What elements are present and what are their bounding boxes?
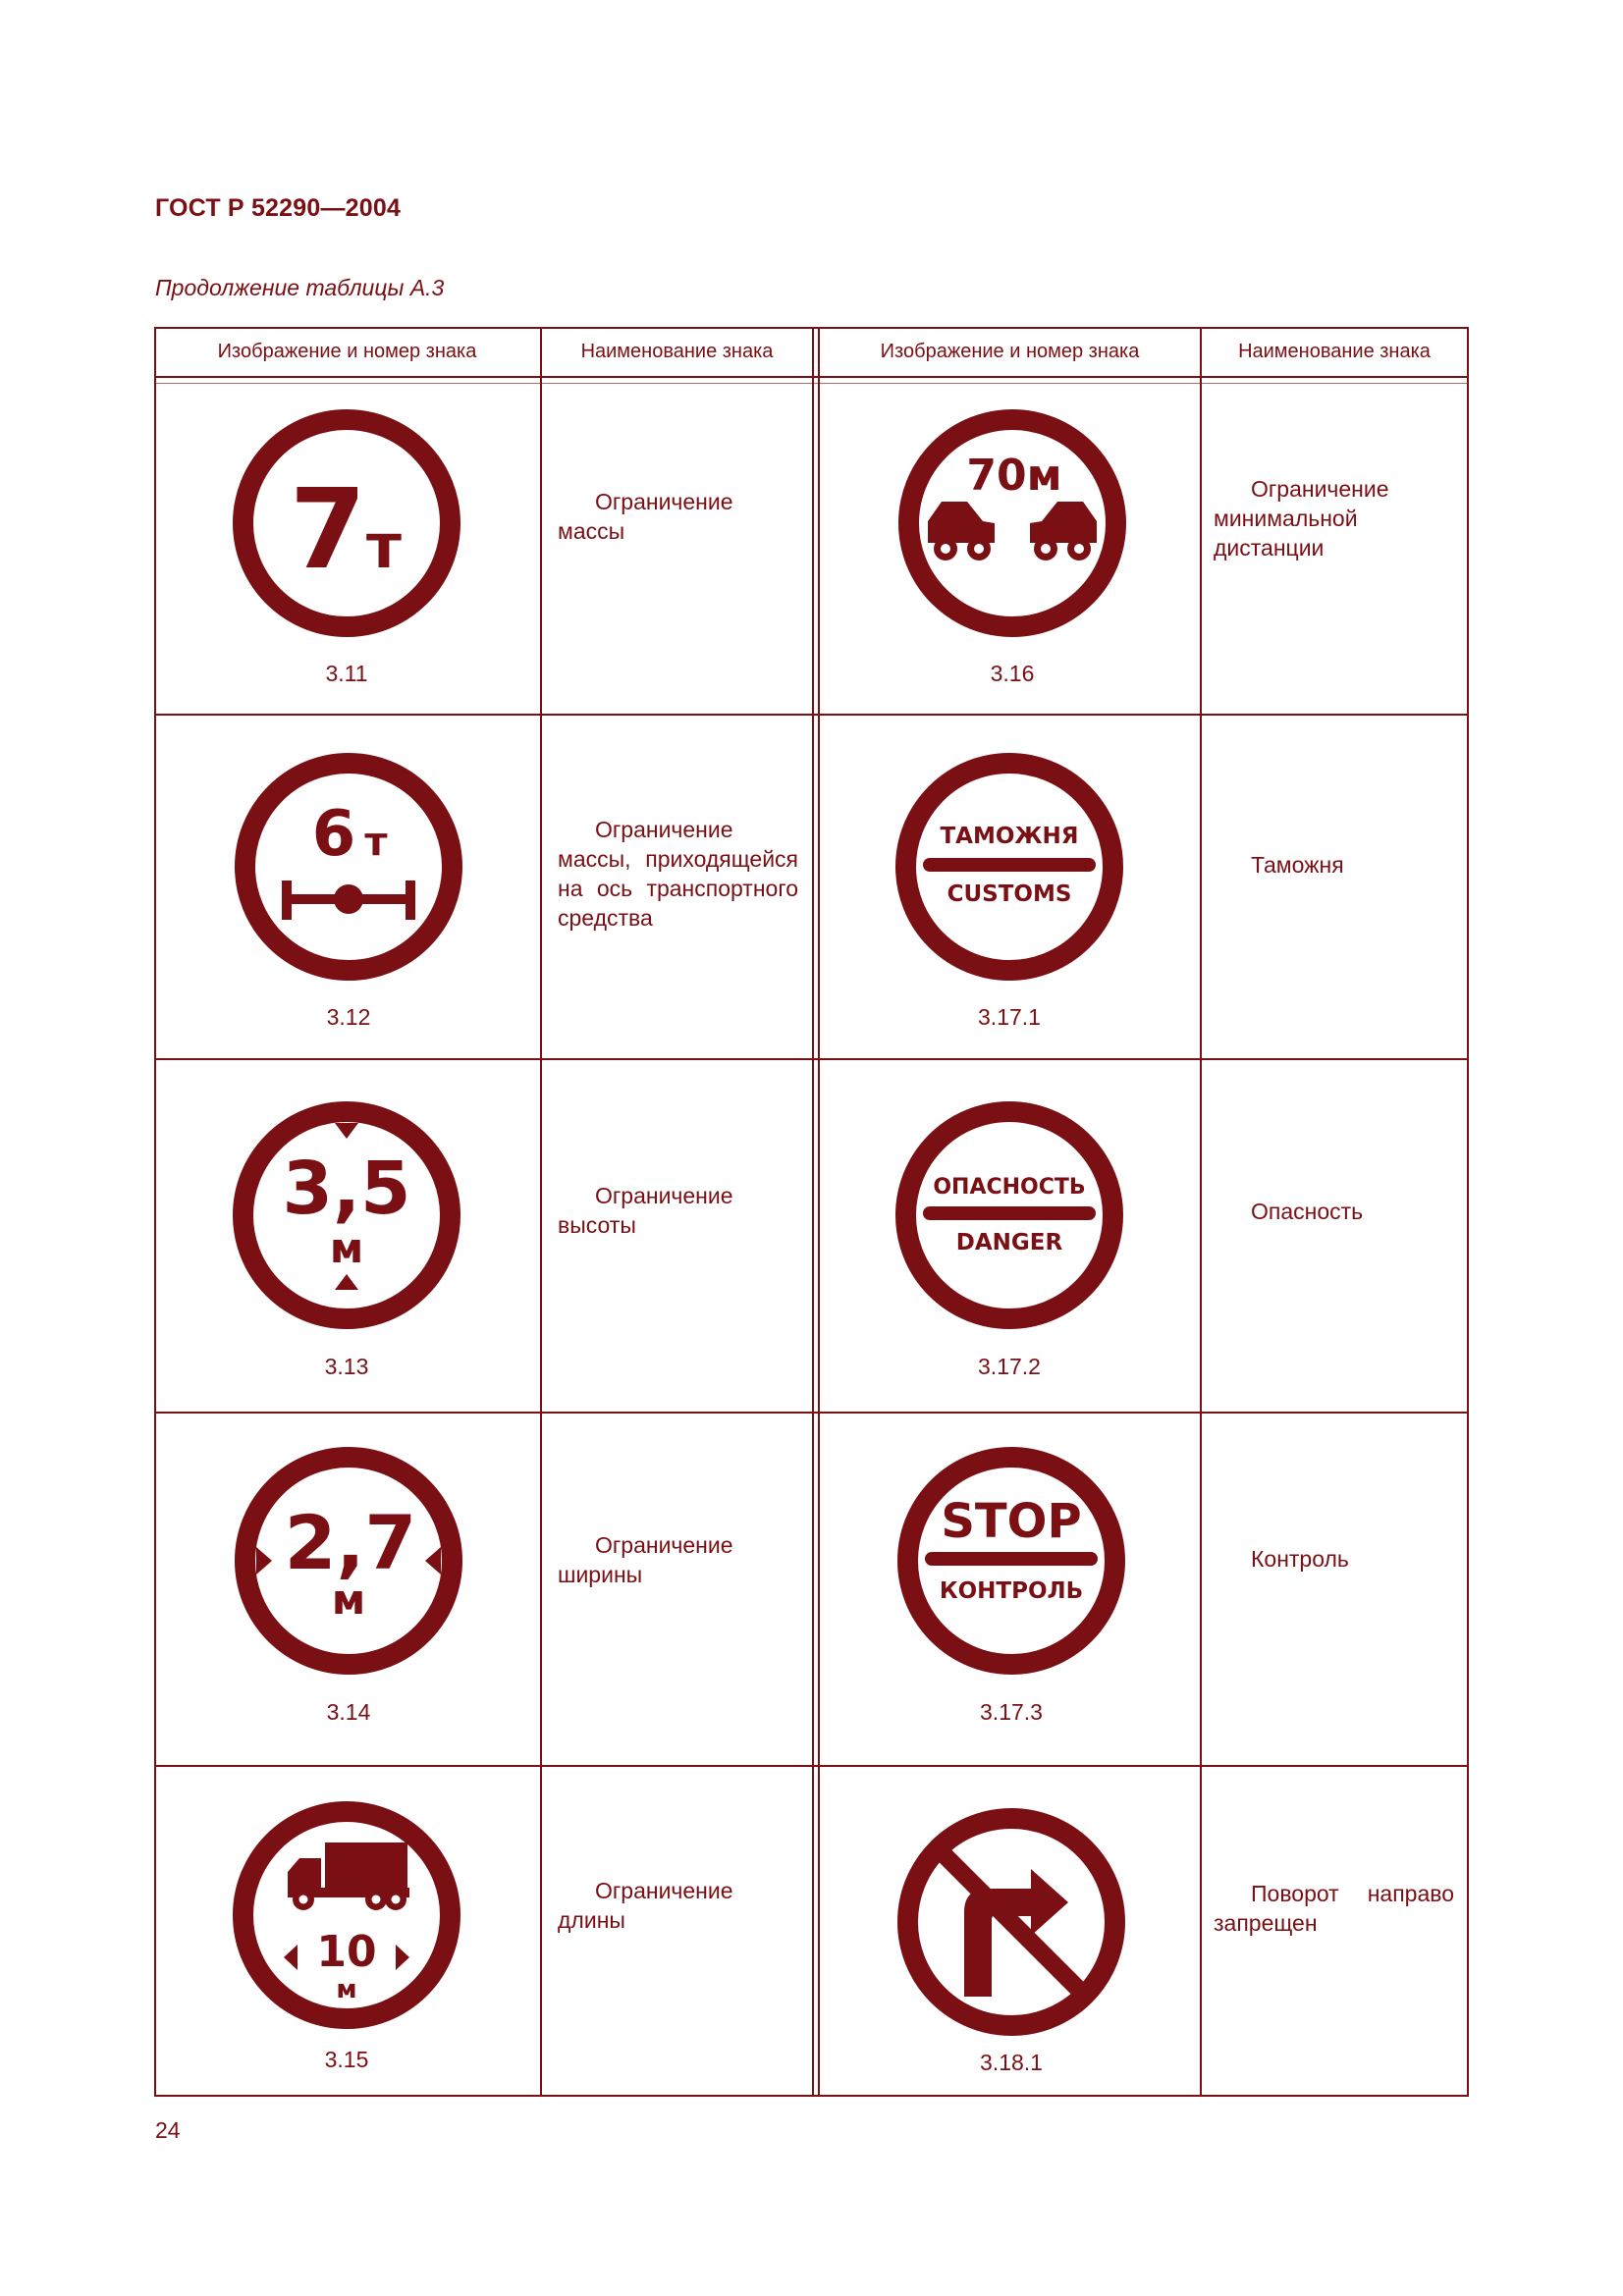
sign-name: Ограничение массы	[558, 489, 733, 544]
page-number: 24	[155, 2117, 181, 2143]
sign-3-17-3-bottom-text: КОНТРОЛЬ	[939, 1578, 1084, 1604]
sign-number: 3.15	[324, 2047, 369, 2072]
sign-3-17-2-bottom-text: DANGER	[955, 1230, 1063, 1255]
table-border-left	[154, 327, 156, 2097]
sign-name: Ограничение массы, приходящейся на ось транспортного средства	[558, 817, 798, 931]
sign-3-17-2-top-text: ОПАСНОСТЬ	[933, 1175, 1086, 1200]
sign-name: Ограничение высоты	[558, 1183, 733, 1238]
sign-number: 3.13	[324, 1354, 369, 1379]
sign-3-11-value: 7	[290, 466, 366, 594]
sign-name: Опасность	[1251, 1199, 1364, 1224]
sign-3-17-1-customs	[892, 749, 1127, 985]
sign-number: 3.12	[326, 1004, 371, 1030]
column-separator-double	[818, 327, 820, 2097]
sign-3-13-height-limit	[229, 1097, 464, 1333]
sign-table	[154, 327, 1469, 2097]
column-header-name-right: Наименование знака	[1238, 341, 1431, 362]
sign-name: Поворот направо запрещен	[1214, 1881, 1454, 1936]
sign-3-12-value: 6	[311, 798, 356, 871]
sign-name: Ограничение минимальной дистанции	[1214, 476, 1389, 561]
sign-name: Контроль	[1251, 1546, 1349, 1572]
column-header-image-left: Изображение и номер знака	[217, 341, 477, 362]
table-border-right	[1467, 327, 1469, 2097]
sign-number: 3.18.1	[980, 2050, 1043, 2075]
sign-3-17-3-control	[893, 1443, 1129, 1679]
sign-number: 3.14	[326, 1699, 371, 1725]
sign-3-11-unit: т	[366, 510, 402, 582]
table-caption: Продолжение таблицы А.3	[155, 275, 445, 300]
sign-name: Таможня	[1251, 852, 1344, 878]
sign-number: 3.17.3	[980, 1699, 1043, 1725]
sign-3-17-1-bottom-text: CUSTOMS	[947, 881, 1072, 907]
sign-3-16-min-distance	[894, 405, 1130, 641]
sign-3-16-value: 70м	[966, 451, 1062, 501]
sign-number: 3.16	[990, 661, 1035, 686]
column-separator	[540, 327, 542, 2097]
column-separator-double	[812, 327, 814, 2097]
sign-3-14-unit: м	[331, 1575, 366, 1624]
sign-3-14-value: 2,7	[284, 1499, 417, 1586]
sign-3-15-unit: м	[336, 1975, 357, 2004]
document-header: ГОСТ Р 52290—2004	[155, 194, 402, 222]
sign-3-12-axle-load-limit	[231, 749, 466, 985]
sign-3-13-unit: м	[329, 1224, 364, 1272]
sign-number: 3.11	[325, 661, 368, 686]
sign-3-17-3-top-text: STOP	[941, 1494, 1082, 1549]
sign-3-14-width-limit	[231, 1443, 466, 1679]
sign-name: Ограничение ширины	[558, 1532, 733, 1587]
column-header-name-left: Наименование знака	[580, 341, 774, 362]
sign-3-12-unit: т	[364, 820, 388, 865]
sign-number: 3.17.1	[978, 1004, 1041, 1030]
sign-3-15-length-limit	[229, 1797, 464, 2033]
sign-3-17-1-top-text: ТАМОЖНЯ	[940, 824, 1079, 849]
sign-3-13-value: 3,5	[282, 1147, 411, 1231]
sign-3-17-2-danger	[892, 1097, 1127, 1333]
sign-number: 3.17.2	[978, 1354, 1041, 1379]
sign-name: Ограничение длины	[558, 1878, 733, 1933]
column-header-image-right: Изображение и номер знака	[880, 341, 1140, 362]
sign-3-11-mass-limit	[229, 405, 464, 641]
sign-3-15-value: 10	[316, 1927, 377, 1977]
sign-3-18-1-no-right-turn	[893, 1804, 1129, 2040]
column-separator	[1200, 327, 1202, 2097]
